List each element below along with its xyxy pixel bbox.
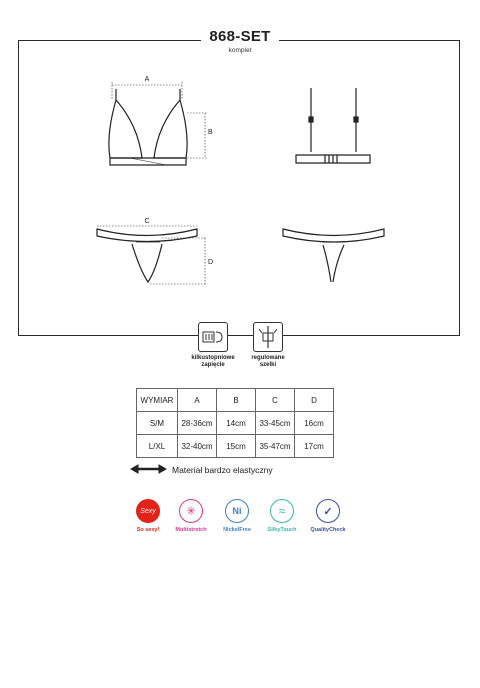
table-row [137, 435, 334, 458]
quality-check-icon: ✓ [316, 499, 340, 523]
table-header-cell: B [217, 389, 256, 412]
table-header-cell: A [178, 389, 217, 412]
dimension-a-label: A [144, 76, 150, 83]
badge-so-sexy: Sexy So sexy! [120, 499, 176, 533]
feature-clasp-label: kilkustopniowe zapięcie [191, 355, 235, 368]
size-table [136, 388, 334, 458]
table-header-cell: D [295, 389, 334, 412]
table-cell: 32-40cm [178, 435, 217, 458]
badge-silkytouch: ≈ SilkyTouch [254, 499, 310, 533]
dimension-b-label: B [208, 129, 213, 136]
table-cell: 17cm [295, 435, 334, 458]
table-cell: 14cm [217, 412, 256, 435]
table-header-cell: WYMIAR [137, 389, 178, 412]
multistretch-icon: ✳ [179, 499, 203, 523]
sexy-icon: Sexy [136, 499, 160, 523]
badge-qualitycheck: ✓ QualityCheck [300, 499, 356, 533]
thong-back-drawing [283, 229, 384, 282]
silky-touch-icon: ≈ [270, 499, 294, 523]
adjustable-strap-icon [253, 322, 283, 352]
bra-back-drawing [296, 88, 370, 163]
badge-nickelfree: Ni NickelFree [209, 499, 265, 533]
table-cell: 28-36cm [178, 412, 217, 435]
badge-multistretch: ✳ Multistretch [163, 499, 219, 533]
dimension-c-label: C [144, 218, 150, 225]
table-header-cell: C [256, 389, 295, 412]
nickel-free-icon: Ni [225, 499, 249, 523]
dimension-d-label: D [208, 259, 214, 266]
table-cell: 15cm [217, 435, 256, 458]
table-cell: S/M [137, 412, 178, 435]
table-row [137, 412, 334, 435]
bra-front-drawing [109, 82, 207, 165]
product-title: 868-SET [201, 28, 278, 46]
table-cell: 33-45cm [256, 412, 295, 435]
table-cell: 35-47cm [256, 435, 295, 458]
feature-straps [233, 322, 303, 369]
thong-front-drawing [97, 226, 207, 284]
table-cell: L/XL [137, 435, 178, 458]
stretch-note [130, 465, 273, 475]
product-subtitle: komplet [228, 47, 252, 54]
feature-straps-label: regulowane szelki [251, 355, 285, 368]
hook-clasp-icon [198, 322, 228, 352]
stretch-note-text: Materiał bardzo elastyczny [172, 465, 273, 475]
table-header-row [137, 389, 334, 412]
table-cell: 16cm [295, 412, 334, 435]
